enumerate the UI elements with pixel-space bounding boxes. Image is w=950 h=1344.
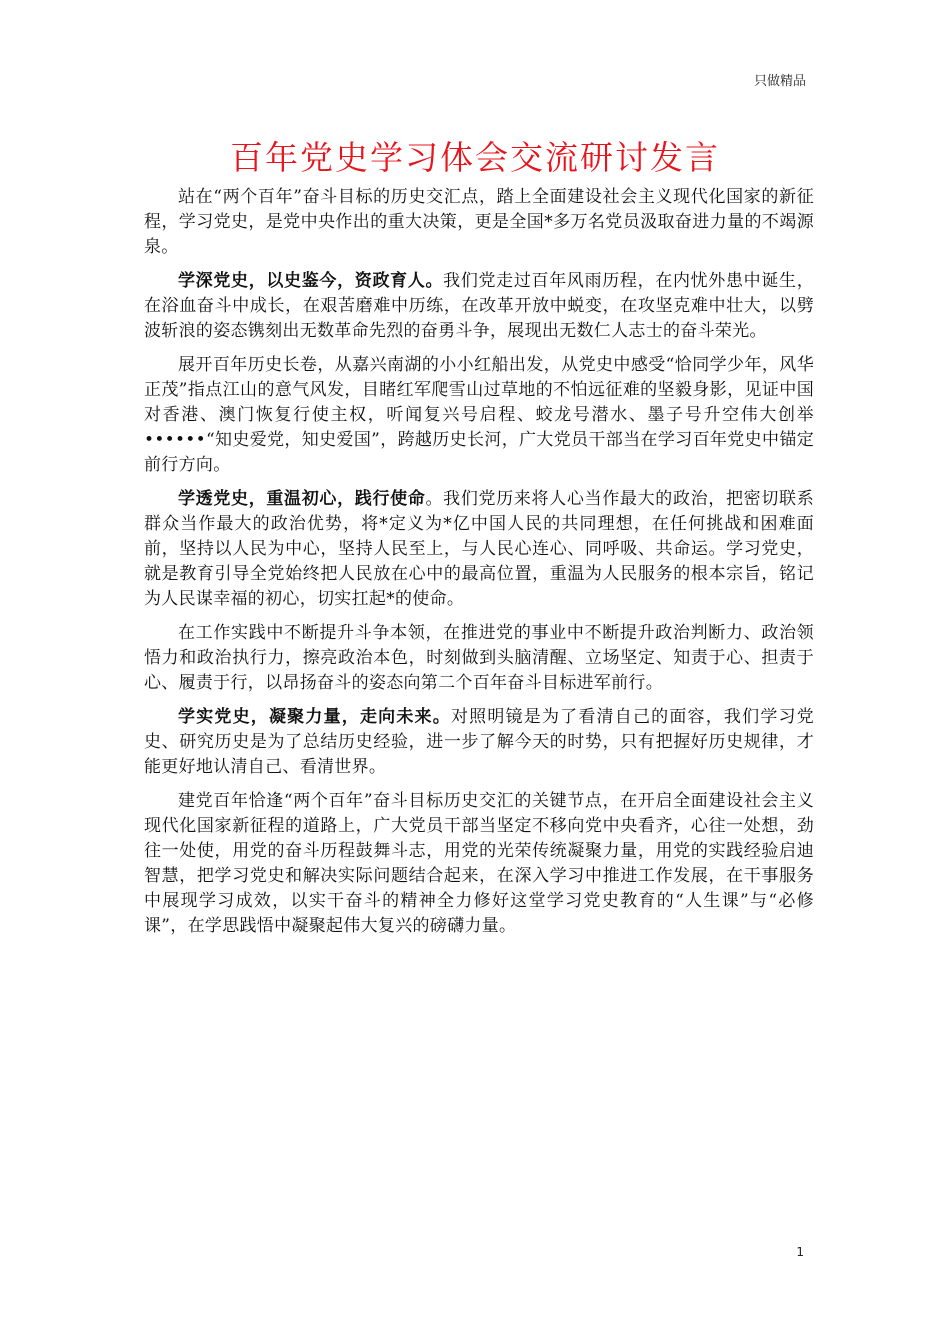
paragraph-4-text: 。我们党历来将人心当作最大的政治，把密切联系群众当作最大的政治优势，将*定义为*亿中国人民的共同理想，在任何挑战和困难面前，坚持以人民为中心，坚持人民至上，与人民心连心、同呼吸、共命运。学习党史，就是教育引导全党始终把人民放在心中的最高位置，重温为人民服务的根本宗旨，铭记为人民谋幸福的初心，切实扛起*的使命。 [144,489,814,609]
paragraph-6-lead: 学实党史，凝聚力量，走向未来。 [178,707,451,727]
paragraph-2-text: 我们党走过百年风雨历程，在内忧外患中诞生，在浴血奋斗中成长，在艰苦磨难中历练，在改革开放中蜕变，在攻坚克难中壮大，以劈波斩浪的姿态镌刻出无数革命先烈的奋勇斗争，展现出无数仁人志士的奋斗荣光。 [144,271,814,341]
paragraph-7 [144,789,814,939]
paragraph-6-text: 对照明镜是为了看清自己的面容，我们学习党史、研究历史是为了总结历史经验，进一步了解今天的时势，只有把握好历史规律，才能更好地认清自己、看清世界。 [144,707,815,777]
paragraph-3-text: 展开百年历史长卷，从嘉兴南湖的小小红船出发，从党史中感受“恰同学少年，风华正茂”指点江山的意气风发，目睹红军爬雪山过草地的不怕远征难的坚毅身影，见证中国对香港、澳门恢复行使主权，听闻复兴号启程、蛟龙号潜水、墨子号升空伟大创举••••••“知史爱党，知史爱国”，跨越历史长河，广大党员干部当在学习百年党史中锚定前行方向。 [144,355,814,475]
paragraph-5 [144,621,814,696]
paragraph-1-text: 站在“两个百年”奋斗目标的历史交汇点，踏上全面建设社会主义现代化国家的新征程，学习党史，是党中央作出的重大决策，更是全国*多万名党员汲取奋进力量的不竭源泉。 [144,187,814,257]
paragraph-4-lead: 学透党史，重温初心，践行使命 [178,489,426,509]
paragraph-6 [144,705,814,780]
paragraph-1 [144,185,814,260]
document-body [144,185,814,948]
paragraph-2-lead: 学深党史，以史鉴今，资政育人。 [178,271,444,291]
paragraph-2 [144,269,814,344]
paragraph-5-text: 在工作实践中不断提升斗争本领，在推进党的事业中不断提升政治判断力、政治领悟力和政治执行力，擦亮政治本色，时刻做到头脑清醒、立场坚定、知责于心、担责于心、履责于行，以昂扬奋斗的姿态向第二个百年奋斗目标进军前行。 [144,623,814,693]
paragraph-7-text: 建党百年恰逢“两个百年”奋斗目标历史交汇的关键节点，在开启全面建设社会主义现代化国家新征程的道路上，广大党员干部当坚定不移向党中央看齐，心往一处想，劲往一处使，用党的奋斗历程鼓舞斗志，用党的光荣传统凝聚力量，用党的实践经验启迪智慧，把学习党史和解决实际问题结合起来，在深入学习中推进工作发展，在干事服务中展现学习成效，以实干奋斗的精神全力修好这堂学习党史教育的“人生课”与“必修课”，在学思践悟中凝聚起伟大复兴的磅礴力量。 [144,791,814,936]
paragraph-3 [144,353,814,478]
header-note: 只做精品 [753,74,806,89]
paragraph-4 [144,487,814,612]
document-title: 百年党史学习体会交流研讨发言 [230,138,720,177]
page-number: 1 [796,1245,804,1259]
